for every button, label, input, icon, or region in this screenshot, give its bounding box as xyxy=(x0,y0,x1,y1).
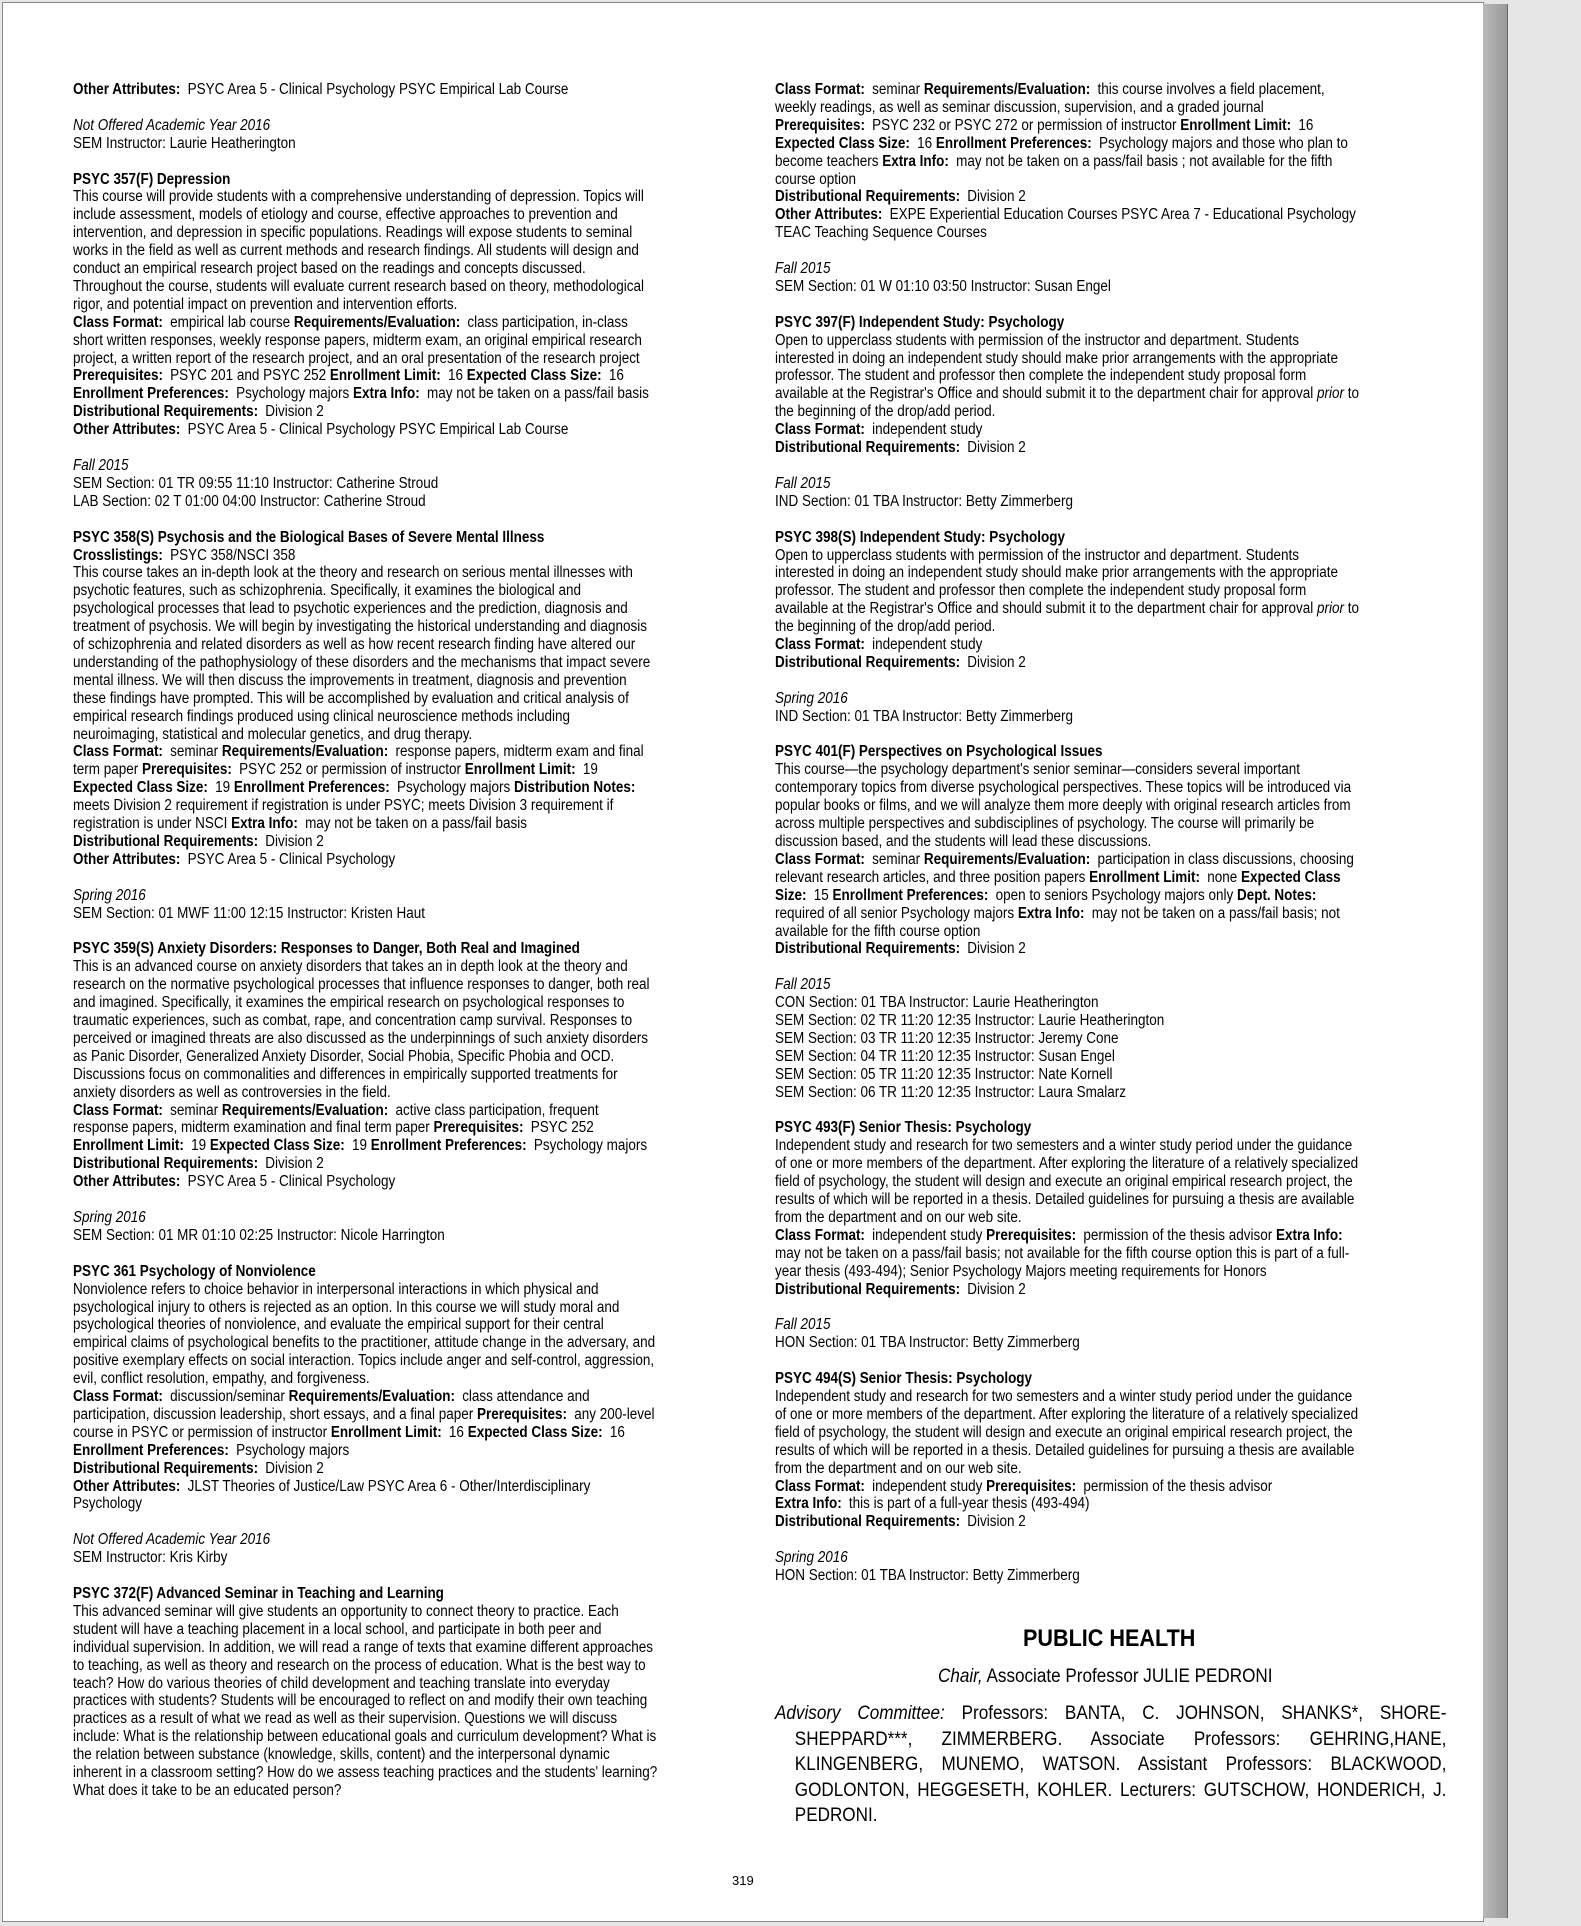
course-attributes xyxy=(73,1478,658,1514)
offering-term: Spring 2016 xyxy=(775,689,848,707)
label: Dept. Notes: xyxy=(1236,886,1317,904)
value: Division 2 xyxy=(265,403,324,421)
label: Other Attributes: xyxy=(73,1173,181,1191)
course-title: PSYC 398(S) Independent Study: Psychology xyxy=(775,528,1065,546)
label: Requirements/Evaluation: xyxy=(221,743,389,761)
value: PSYC Area 5 - Clinical Psychology xyxy=(187,850,396,868)
label: Distributional Requirements: xyxy=(775,940,961,958)
course-attributes xyxy=(73,851,658,869)
value: 16 xyxy=(447,367,463,385)
department-chair xyxy=(938,1666,1273,1688)
course-title: PSYC 401(F) Perspectives on Psychological Issues xyxy=(775,743,1103,761)
label: Prerequisites: xyxy=(73,367,163,385)
description-text: to the beginning of the drop/add period. xyxy=(775,385,1360,421)
dist-req xyxy=(73,403,658,421)
label: Extra Info: xyxy=(882,152,949,170)
value: empirical lab course xyxy=(170,313,291,331)
course-attributes xyxy=(73,81,658,99)
department-heading: PUBLIC HEALTH xyxy=(1023,1625,1196,1652)
label: Other Attributes: xyxy=(775,206,883,224)
description-text: Open to upperclass students with permission of the instructor and department. Students interested in doing an independent study should make prior arrangements with the appropriate professor. The student and professor then complete the independent study proposal form available at the Registrar's Office and should submit it to the department chair for approval xyxy=(775,331,1338,403)
course-title: PSYC 372(F) Advanced Seminar in Teaching and Learning xyxy=(73,1584,444,1602)
label: Distributional Requirements: xyxy=(775,1280,961,1298)
label: Enrollment Preferences: xyxy=(233,779,390,797)
value: independent study xyxy=(872,1477,983,1495)
value: open to seniors Psychology majors only xyxy=(995,886,1234,904)
course-title: PSYC 359(S) Anxiety Disorders: Responses to Danger, Both Real and Imagined xyxy=(73,940,580,958)
course-title: PSYC 397(F) Independent Study: Psychology xyxy=(775,313,1065,331)
dist-req xyxy=(73,1155,658,1173)
dist-req xyxy=(775,1281,1360,1299)
label: Distribution Notes: xyxy=(513,779,636,797)
value: Division 2 xyxy=(967,439,1026,457)
catalog-page xyxy=(2,2,1484,1922)
section-line: LAB Section: 02 T 01:00 04:00 Instructor: Catherine Stroud xyxy=(73,492,426,510)
label: Extra Info: xyxy=(1275,1226,1343,1244)
label: Extra Info: xyxy=(1017,904,1085,922)
label: Class Format: xyxy=(73,1388,163,1406)
course-details xyxy=(775,81,1360,188)
section-line: SEM Section: 01 TR 09:55 11:10 Instructor: Catherine Stroud xyxy=(73,474,439,492)
offering-term: Fall 2015 xyxy=(73,456,129,474)
label: Enrollment Limit: xyxy=(464,761,576,779)
label: Class Format: xyxy=(775,421,865,439)
section-line: SEM Section: 05 TR 11:20 12:35 Instructor: Nate Kornell xyxy=(775,1065,1113,1083)
course-description: Independent study and research for two semesters and a winter study period under the guidance of one or more members of the department. After exploring the literature of a relatively specialized field of psychology, the student will design and execute an original empirical research project, the results of which will be reported in a thesis. Detailed guidelines for pursuing a thesis are available from the department and on our web site. xyxy=(775,1137,1359,1226)
value: 19 xyxy=(191,1137,207,1155)
value: required of all senior Psychology majors xyxy=(775,904,1015,922)
course-details xyxy=(73,743,658,833)
offering-term: Not Offered Academic Year 2016 xyxy=(73,1531,271,1549)
course-attributes xyxy=(775,206,1360,242)
label: Other Attributes: xyxy=(73,81,181,98)
label: Class Format: xyxy=(775,1477,865,1495)
value: discussion/seminar xyxy=(170,1388,285,1406)
offering-term: Fall 2015 xyxy=(775,1316,831,1334)
course-details xyxy=(775,1227,1360,1281)
advisory-members: Professors: BANTA, C. JOHNSON, SHANKS*, SHORE-SHEPPARD***, ZIMMERBERG. Associate Professors: GEHRING,HANE, KLINGENBERG, MUNEMO, WATSON. Assistant Professors: BLACKWOOD, GODLONTON, HEGGESETH, KOHLER. Lecturers: GUTSCHOW, HONDERICH, J. PEDRONI. xyxy=(794,1703,1447,1826)
value: may not be taken on a pass/fail basis; not available for the fifth course option xyxy=(775,904,1340,940)
label: Requirements/Evaluation: xyxy=(923,81,1091,98)
course-title: PSYC 493(F) Senior Thesis: Psychology xyxy=(775,1119,1032,1137)
label: Prerequisites: xyxy=(986,1477,1077,1495)
course-description: This advanced seminar will give students an opportunity to connect theory to practice. Each student will have a teaching placement in a local school, and participate in both peer and individual supervision. In addition, we will read a range of texts that examine different approaches to teaching, as well as theory and research on the process of education. What is the best way to teach? How do various theories of child development and teaching translate into everyday practices with students? Students will be encouraged to reflect on and modify their own teaching practices as a result of what we read as well as their supervision. Questions we will discuss include: What is the relationship between educational goals and curriculum development? What is the relation between substance (knowledge, skills, content) and the interpersonal dynamic inherent in a classroom setting? How do we assess teaching practices and the students' learning? What does it take to be an educated person? xyxy=(73,1602,658,1799)
course-attributes xyxy=(73,1173,658,1191)
value: 16 xyxy=(448,1423,464,1441)
dist-req xyxy=(73,833,658,851)
course-description: This course will provide students with a comprehensive understanding of depression. Topics will include assessment, models of etiology and course, effective approaches to prevention and intervention, and depression in specific populations. Readings will expose students to seminal works in the field as well as current methods and research findings. All students will design and conduct an empirical research project based on the readings and concepts discussed. Throughout the course, students will evaluate current research based on theory, methodological rigor, and potential impact on prevention and intervention efforts. xyxy=(73,188,644,313)
label: Expected Class Size: xyxy=(209,1137,345,1155)
value: 15 xyxy=(813,886,829,904)
label: Distributional Requirements: xyxy=(73,1155,259,1173)
value: Division 2 xyxy=(265,833,324,850)
chair-name: Associate Professor JULIE PEDRONI xyxy=(986,1666,1273,1687)
offering-term: Spring 2016 xyxy=(73,886,146,904)
value: 16 xyxy=(1298,116,1314,134)
section-line: SEM Section: 01 MWF 11:00 12:15 Instructor: Kristen Haut xyxy=(73,904,426,922)
label: Prerequisites: xyxy=(986,1226,1077,1244)
label: Requirements/Evaluation: xyxy=(288,1388,455,1406)
value: meets Division 2 requirement if registration is under PSYC; meets Division 3 requirement if registration is under NSCI xyxy=(73,797,614,833)
description-emphasis: prior xyxy=(1317,385,1345,403)
label: Extra Info: xyxy=(775,1495,842,1513)
value: 19 xyxy=(582,761,598,779)
value: 16 xyxy=(917,134,933,152)
dist-req xyxy=(775,940,1360,958)
label: Class Format: xyxy=(73,313,163,331)
description-emphasis: prior xyxy=(1317,600,1345,618)
value: 16 xyxy=(609,1423,625,1441)
label: Enrollment Preferences: xyxy=(73,1441,229,1459)
label: Distributional Requirements: xyxy=(775,1513,961,1531)
label: Distributional Requirements: xyxy=(775,653,961,671)
label: Distributional Requirements: xyxy=(775,439,961,457)
value: PSYC Area 5 - Clinical Psychology xyxy=(187,1173,396,1191)
value: this is part of a full-year thesis (493-494) xyxy=(848,1495,1090,1513)
course-title: PSYC 357(F) Depression xyxy=(73,170,231,188)
label: Class Format: xyxy=(775,81,865,98)
value: PSYC 358/NSCI 358 xyxy=(170,546,296,564)
section-line: CON Section: 01 TBA Instructor: Laurie Heatherington xyxy=(775,994,1099,1012)
label: Other Attributes: xyxy=(73,850,181,868)
course-attributes xyxy=(73,421,658,439)
course-details xyxy=(775,851,1360,941)
label: Requirements/Evaluation: xyxy=(221,1101,389,1119)
value: participation in class discussions, choosing relevant research articles, and three position papers xyxy=(775,850,1354,886)
label: Distributional Requirements: xyxy=(73,833,259,850)
label: Prerequisites: xyxy=(775,116,865,134)
section-line: SEM Section: 02 TR 11:20 12:35 Instructor: Laurie Heatherington xyxy=(775,1012,1165,1030)
value: Division 2 xyxy=(967,188,1026,206)
section-line: IND Section: 01 TBA Instructor: Betty Zimmerberg xyxy=(775,707,1074,725)
value: seminar xyxy=(170,743,219,761)
label: Enrollment Limit: xyxy=(1089,868,1200,886)
description-text: Open to upperclass students with permission of the instructor and department. Students interested in doing an independent study should make prior arrangements with the appropriate professor. The student and professor then complete the independent study proposal form available at the Registrar's Office and should submit it to the department chair for approval xyxy=(775,546,1338,618)
value: Division 2 xyxy=(967,940,1026,958)
value: active class participation, frequent response papers, midterm examination and final term paper xyxy=(73,1101,599,1137)
value: Psychology majors xyxy=(533,1137,648,1155)
course-details xyxy=(775,1495,1360,1513)
value: may not be taken on a pass/fail basis xyxy=(426,385,649,403)
value: may not be taken on a pass/fail basis xyxy=(305,815,527,833)
course-title: PSYC 358(S) Psychosis and the Biological Bases of Severe Mental Illness xyxy=(73,528,545,546)
right-column xyxy=(775,81,1360,1585)
label: Other Attributes: xyxy=(73,421,181,439)
label: Expected Class Size: xyxy=(466,367,602,385)
label: Enrollment Limit: xyxy=(73,1137,184,1155)
course-details xyxy=(775,1478,1360,1496)
value: none xyxy=(1207,868,1238,886)
course-description xyxy=(775,547,1360,637)
course-title: PSYC 494(S) Senior Thesis: Psychology xyxy=(775,1370,1033,1388)
page-number: 319 xyxy=(732,1873,754,1888)
crosslistings xyxy=(73,547,658,565)
label: Prerequisites: xyxy=(477,1405,567,1423)
label: Class Format: xyxy=(775,850,865,868)
label: Other Attributes: xyxy=(73,1477,181,1495)
label: Enrollment Preferences: xyxy=(935,134,1092,152)
value: class attendance and participation, discussion leadership, short essays, and a final paper xyxy=(73,1388,590,1423)
value: Psychology majors xyxy=(236,1441,350,1459)
offering-term: Fall 2015 xyxy=(775,474,831,492)
label: Enrollment Preferences: xyxy=(73,385,229,403)
dist-req xyxy=(775,654,1360,672)
value: independent study xyxy=(872,1226,983,1244)
label: Expected Class Size: xyxy=(775,134,910,152)
value: Division 2 xyxy=(967,1513,1026,1531)
value: may not be taken on a pass/fail basis; not available for the fifth course option this is part of a full-year thesis (493-494); Senior Psychology Majors meeting requirements for Honors xyxy=(775,1244,1350,1280)
offering-term: Fall 2015 xyxy=(775,976,831,994)
course-description: Nonviolence refers to choice behavior in interpersonal interactions in which physical and psychological injury to others is rejected as an option. In this course we will study moral and psychological theories of nonviolence, and evaluate the empirical support for their central empirical claims of psychological benefits to the practitioner, attitude change in the adversary, and positive exemplary effects on social interaction. Topics include anger and self-control, aggression, evil, conflict resolution, empathy, and forgiveness. xyxy=(73,1280,656,1388)
value: class participation, in-class short written responses, weekly response papers, midterm exam, an original empirical research project, a written report of the research project, and an oral presentation of the research project xyxy=(73,313,642,367)
course-details xyxy=(73,1388,658,1460)
label: Class Format: xyxy=(775,1226,865,1244)
value: PSYC 201 and PSYC 252 xyxy=(170,367,327,385)
course-title: PSYC 361 Psychology of Nonviolence xyxy=(73,1262,316,1280)
label: Class Format: xyxy=(73,743,163,761)
course-details xyxy=(775,636,1360,654)
section-line: HON Section: 01 TBA Instructor: Betty Zimmerberg xyxy=(775,1334,1080,1352)
label: Expected Class Size: xyxy=(73,779,208,797)
course-description: This course takes an in-depth look at the theory and research on serious mental illnesses with psychotic features, such as schizophrenia. Specifically, it examines the biological and psychological processes that lead to psychotic experiences and the prediction, diagnosis and treatment of psychosis. We will begin by investigating the historical understanding and diagnosis of schizophrenia and related disorders as well as how recent research finding have altered our understanding of the pathophysiology of these disorders and the mechanisms that impact severe mental illness. We will then discuss the improvements in treatment, diagnosis and prevention these findings have prompted. This will be accomplished by evaluation and critical analysis of empirical research findings produced using clinical neuroscience methods including neuroimaging, statistical and molecular genetics, and drug therapy. xyxy=(73,564,651,743)
value: JLST Theories of Justice/Law PSYC Area 6 - Other/Interdisciplinary Psychology xyxy=(73,1477,591,1513)
offering-term: Not Offered Academic Year 2016 xyxy=(73,116,271,134)
value: Psychology majors xyxy=(236,385,350,403)
label: Extra Info: xyxy=(231,815,298,833)
value: PSYC Area 5 - Clinical Psychology PSYC Empirical Lab Course xyxy=(187,421,569,439)
value: response papers, midterm exam and final term paper xyxy=(73,743,644,779)
label: Expected Class Size: xyxy=(775,868,1341,904)
advisory-committee xyxy=(775,1701,1446,1829)
value: PSYC 252 or permission of instructor xyxy=(239,761,461,779)
value: EXPE Experiential Education Courses PSYC Area 7 - Educational Psychology TEAC Teaching Sequence Courses xyxy=(775,206,1356,242)
section-line: SEM Section: 01 W 01:10 03:50 Instructor: Susan Engel xyxy=(775,277,1111,295)
label: Distributional Requirements: xyxy=(775,188,961,206)
value: seminar xyxy=(170,1101,219,1119)
course-details xyxy=(73,314,658,404)
label: Class Format: xyxy=(775,636,865,654)
page-edge xyxy=(1483,4,1508,1918)
section-line: SEM Section: 04 TR 11:20 12:35 Instructor: Susan Engel xyxy=(775,1047,1115,1065)
label: Expected Class Size: xyxy=(467,1423,603,1441)
value: Psychology majors and those who plan to become teachers xyxy=(775,134,1348,170)
value: permission of the thesis advisor xyxy=(1083,1477,1273,1495)
course-details xyxy=(73,1102,658,1156)
section-line: HON Section: 01 TBA Instructor: Betty Zimmerberg xyxy=(775,1567,1080,1585)
value: 19 xyxy=(215,779,231,797)
value: Division 2 xyxy=(967,1280,1026,1298)
dist-req xyxy=(775,188,1360,206)
label: Requirements/Evaluation: xyxy=(923,850,1091,868)
value: independent study xyxy=(872,636,983,654)
value: Psychology majors xyxy=(397,779,511,797)
label: Prerequisites: xyxy=(141,761,232,779)
dist-req xyxy=(775,1513,1360,1531)
value: may not be taken on a pass/fail basis ; not available for the fifth course option xyxy=(775,152,1333,188)
course-description: Independent study and research for two semesters and a winter study period under the guidance of one or more members of the department. After exploring the literature of a relatively specialized field of psychology, the student will design and execute an original empirical research project, the results of which will be reported in a thesis. Detailed guidelines for pursuing a thesis are available from the department and on our web site. xyxy=(775,1388,1359,1477)
value: seminar xyxy=(872,81,921,98)
course-details xyxy=(775,421,1360,439)
left-column xyxy=(73,81,658,1800)
section-line: SEM Section: 06 TR 11:20 12:35 Instructor: Laura Smalarz xyxy=(775,1083,1127,1101)
label: Distributional Requirements: xyxy=(73,403,259,421)
advisory-label: Advisory Committee: xyxy=(775,1703,945,1724)
label: Enrollment Limit: xyxy=(1180,116,1292,134)
value: independent study xyxy=(872,421,983,439)
value: PSYC Area 5 - Clinical Psychology PSYC Empirical Lab Course xyxy=(187,81,569,98)
label: Prerequisites: xyxy=(433,1119,524,1137)
section-line: SEM Section: 03 TR 11:20 12:35 Instructor: Jeremy Cone xyxy=(775,1029,1119,1047)
value: permission of the thesis advisor xyxy=(1083,1226,1273,1244)
dist-req xyxy=(73,1460,658,1478)
value: Division 2 xyxy=(265,1459,324,1477)
label: Enrollment Limit: xyxy=(329,367,441,385)
label: Enrollment Preferences: xyxy=(370,1137,527,1155)
offering-term: Fall 2015 xyxy=(775,260,831,278)
section-line: SEM Section: 01 MR 01:10 02:25 Instructor: Nicole Harrington xyxy=(73,1226,445,1244)
section-line: SEM Instructor: Laurie Heatherington xyxy=(73,134,296,152)
label: Crosslistings: xyxy=(73,546,163,564)
description-text: to the beginning of the drop/add period. xyxy=(775,600,1360,636)
value: 16 xyxy=(608,367,624,385)
offering-term: Spring 2016 xyxy=(775,1549,848,1567)
section-line: SEM Instructor: Kris Kirby xyxy=(73,1549,228,1567)
value: Division 2 xyxy=(967,653,1026,671)
course-description: This course—the psychology department's senior seminar—considers several important contemporary topics from diverse psychological perspectives. These topics will be introduced via popular books or films, and we will analyze them more deeply with original research articles from across multiple perspectives and subdisciplines of psychology. The course will primarily be discussion based, and the students will lead these discussions. xyxy=(775,761,1352,850)
label: Distributional Requirements: xyxy=(73,1459,259,1477)
value: any 200-level course in PSYC or permission of instructor xyxy=(73,1405,655,1441)
offering-term: Spring 2016 xyxy=(73,1208,146,1226)
label: Enrollment Limit: xyxy=(330,1423,442,1441)
course-description: This is an advanced course on anxiety disorders that takes an in depth look at the theory and research on the normative psychological processes that influence responses to danger, both real and imagined. Specifically, it examines the empirical research on psychological responses to traumatic experiences, such as combat, rape, and concentration camp survival. Responses to perceived or imagined threats are also discussed as the underpinnings of such anxiety disorders as Panic Disorder, Generalized Anxiety Disorder, Social Phobia, Specific Phobia and OCD. Discussions focus on commonalities and differences in empirically supported treatments for anxiety disorders as well as controversies in the field. xyxy=(73,958,650,1101)
label: Enrollment Preferences: xyxy=(832,886,989,904)
value: seminar xyxy=(872,850,921,868)
value: Division 2 xyxy=(265,1155,324,1173)
label: Requirements/Evaluation: xyxy=(293,313,461,331)
value: PSYC 252 xyxy=(530,1119,594,1137)
label: Extra Info: xyxy=(353,385,420,403)
value: 19 xyxy=(352,1137,368,1155)
course-description xyxy=(775,332,1360,422)
value: this course involves a field placement, weekly readings, as well as seminar discussion, supervision, and a graded journal xyxy=(775,81,1325,116)
chair-label: Chair, xyxy=(938,1666,983,1687)
value: PSYC 232 or PSYC 272 or permission of instructor xyxy=(872,116,1177,134)
section-line: IND Section: 01 TBA Instructor: Betty Zimmerberg xyxy=(775,492,1074,510)
label: Class Format: xyxy=(73,1101,163,1119)
dist-req xyxy=(775,439,1360,457)
